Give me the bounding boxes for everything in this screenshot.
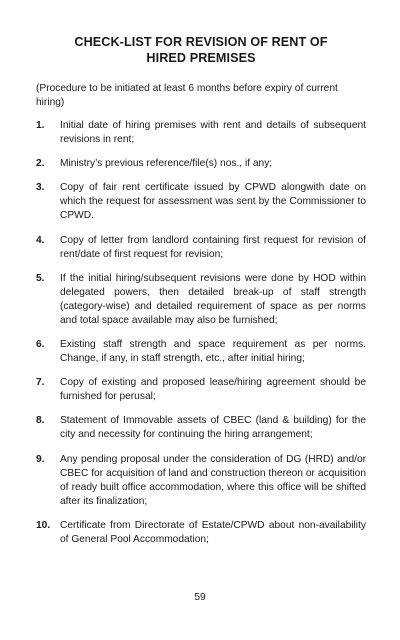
item-text: Statement of Immovable assets of CBEC (land & building) for the city and necessity for continuing the hiring arrangement;	[60, 415, 366, 441]
list-item	[36, 414, 366, 442]
item-number: 10.	[36, 519, 51, 531]
list-item	[36, 338, 366, 366]
page-number: 59	[194, 592, 206, 603]
title-line-1: CHECK-LIST FOR REVISION OF RENT OF	[74, 35, 328, 49]
item-text: Any pending proposal under the consideration of DG (HRD) and/or CBEC for acquisition of land and construction thereon or acquisition of ready built office accommodation, where this office will be shifted after its finalization;	[60, 453, 366, 507]
item-number: 4.	[36, 234, 45, 246]
list-item	[36, 181, 366, 223]
item-text: Certificate from Directorate of Estate/CPWD about non-availability of General Pool Accommodation;	[60, 519, 366, 545]
page-title	[36, 34, 366, 66]
item-number: 7.	[36, 377, 45, 389]
item-number: 6.	[36, 338, 45, 350]
list-item	[36, 519, 366, 547]
list-item	[36, 453, 366, 509]
list-item	[36, 234, 366, 262]
document-page	[36, 34, 366, 557]
checklist	[36, 119, 366, 547]
item-number: 1.	[36, 120, 45, 131]
item-text: Copy of letter from landlord containing first request for revision of rent/date of first request for revision;	[60, 234, 366, 260]
list-item	[36, 272, 366, 328]
list-item	[36, 157, 366, 171]
list-item	[36, 376, 366, 404]
item-number: 2.	[36, 158, 45, 170]
item-text: Existing staff strength and space requirement as per norms. Change, if any, in staff strength, etc., after initial hiring;	[60, 338, 366, 364]
item-number: 5.	[36, 272, 45, 284]
item-number: 3.	[36, 182, 45, 194]
title-line-2: HIRED PREMISES	[146, 51, 256, 65]
item-text: Copy of existing and proposed lease/hiring agreement should be furnished for perusal;	[60, 377, 366, 403]
item-text: Ministry’s previous reference/file(s) nos., if any;	[60, 158, 273, 170]
item-number: 9.	[36, 453, 45, 465]
item-text: Copy of fair rent certificate issued by CPWD alongwith date on which the request for assessment was sent by the Commissioner to CPWD.	[60, 182, 366, 222]
item-number: 8.	[36, 415, 45, 427]
item-text: If the initial hiring/subsequent revisions were done by HOD within delegated powers, then detailed break-up of staff strength (category-wise) and detailed requirement of space as per norms and total space available may also be furnished;	[60, 272, 366, 326]
list-item	[36, 119, 366, 147]
intro-note: (Procedure to be initiated at least 6 months before expiry of current hiring)	[36, 83, 338, 108]
item-text: Initial date of hiring premises with rent and details of subsequent revisions in rent;	[60, 120, 366, 145]
